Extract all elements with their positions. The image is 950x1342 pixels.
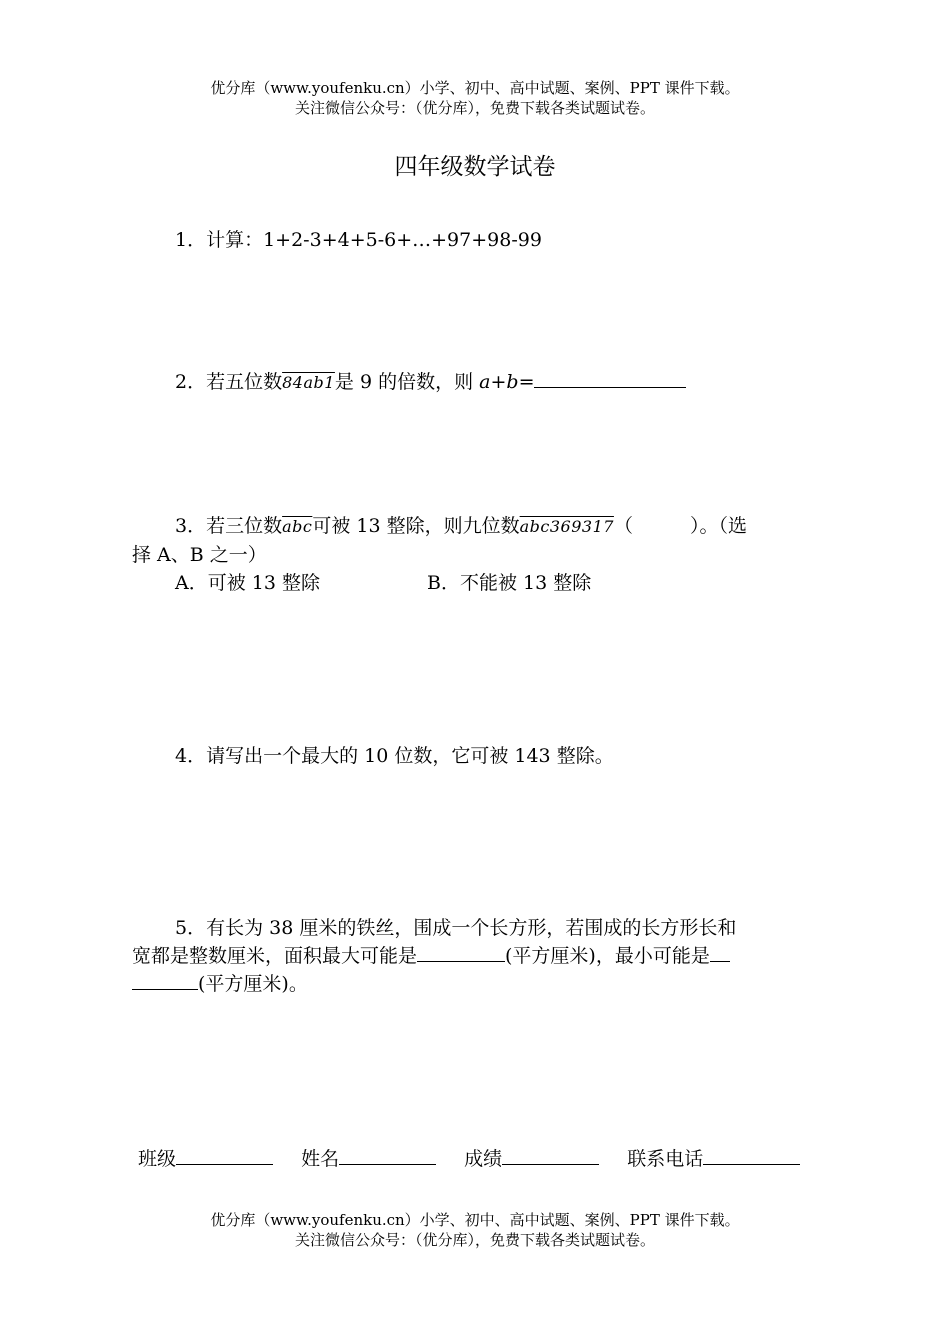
header-line-2: 关注微信公众号：（优分库），免费下载各类试题试卷。 [294,99,655,117]
question-2-pre: 2．若五位数 [175,371,283,393]
answer-blank-min-area-start[interactable] [710,943,730,962]
question-1 [175,226,542,254]
question-3-line-2: 择 A、B 之一） [132,544,267,566]
score-field[interactable] [502,1146,599,1165]
name-label: 姓名 [301,1148,340,1170]
question-1-text: 1．计算：1+2-3+4+5-6+…+97+98-99 [175,229,542,251]
question-3 [132,512,832,597]
page-header [0,78,950,118]
question-2-post: 是 9 的倍数，则 [334,371,480,393]
score-label: 成绩 [464,1148,503,1170]
page-title: 四年级数学试卷 [394,154,556,180]
question-3-number-2: abc369317 [519,517,614,536]
question-3-number-1: $\overline{abc}$ [282,517,313,536]
class-label: 班级 [138,1148,177,1170]
name-field[interactable] [339,1146,436,1165]
question-5-line-3: (平方厘米)。 [198,973,308,995]
question-5-line-2a: 宽都是整数厘米，面积最大可能是 [132,945,418,967]
question-5-line-2b: (平方厘米)，最小可能是 [505,945,710,967]
footer-line-2: 关注微信公众号：（优分库），免费下载各类试题试卷。 [294,1231,655,1249]
question-3-pre: 3．若三位数 [175,515,283,537]
var-a: a [479,371,491,393]
answer-blank-min-area[interactable] [132,971,198,990]
question-3-post: （ ）。（选 [613,515,747,537]
header-line-1: 优分库（www.youfenku.cn）小学、初中、高中试题、案例、PPT 课件下载。 [210,79,740,97]
plus-sign: + [490,371,507,393]
phone-label: 联系电话 [627,1148,704,1170]
question-5-line-1: 5．有长为 38 厘米的铁丝，围成一个长方形，若围成的长方形长和 [175,917,737,939]
student-info-fields [138,1145,800,1173]
footer-line-1: 优分库（www.youfenku.cn）小学、初中、高中试题、案例、PPT 课件下载。 [210,1211,740,1229]
answer-blank-max-area[interactable] [417,943,505,962]
page-footer [0,1210,950,1250]
question-3-mid: 可被 13 整除，则九位数 [312,515,520,537]
option-a: A．可被 13 整除 [175,572,320,594]
question-4 [175,742,614,770]
equals-sign: = [518,371,535,393]
class-field[interactable] [176,1146,273,1165]
option-b: B．不能被 13 整除 [427,572,592,594]
phone-field[interactable] [703,1146,800,1165]
question-2 [175,368,686,397]
question-5 [132,914,832,998]
var-b: b [506,371,519,393]
question-4-text: 4．请写出一个最大的 10 位数，它可被 143 整除。 [175,745,614,767]
answer-blank-q2[interactable] [534,369,686,388]
question-2-number: 84ab1 [282,373,335,392]
